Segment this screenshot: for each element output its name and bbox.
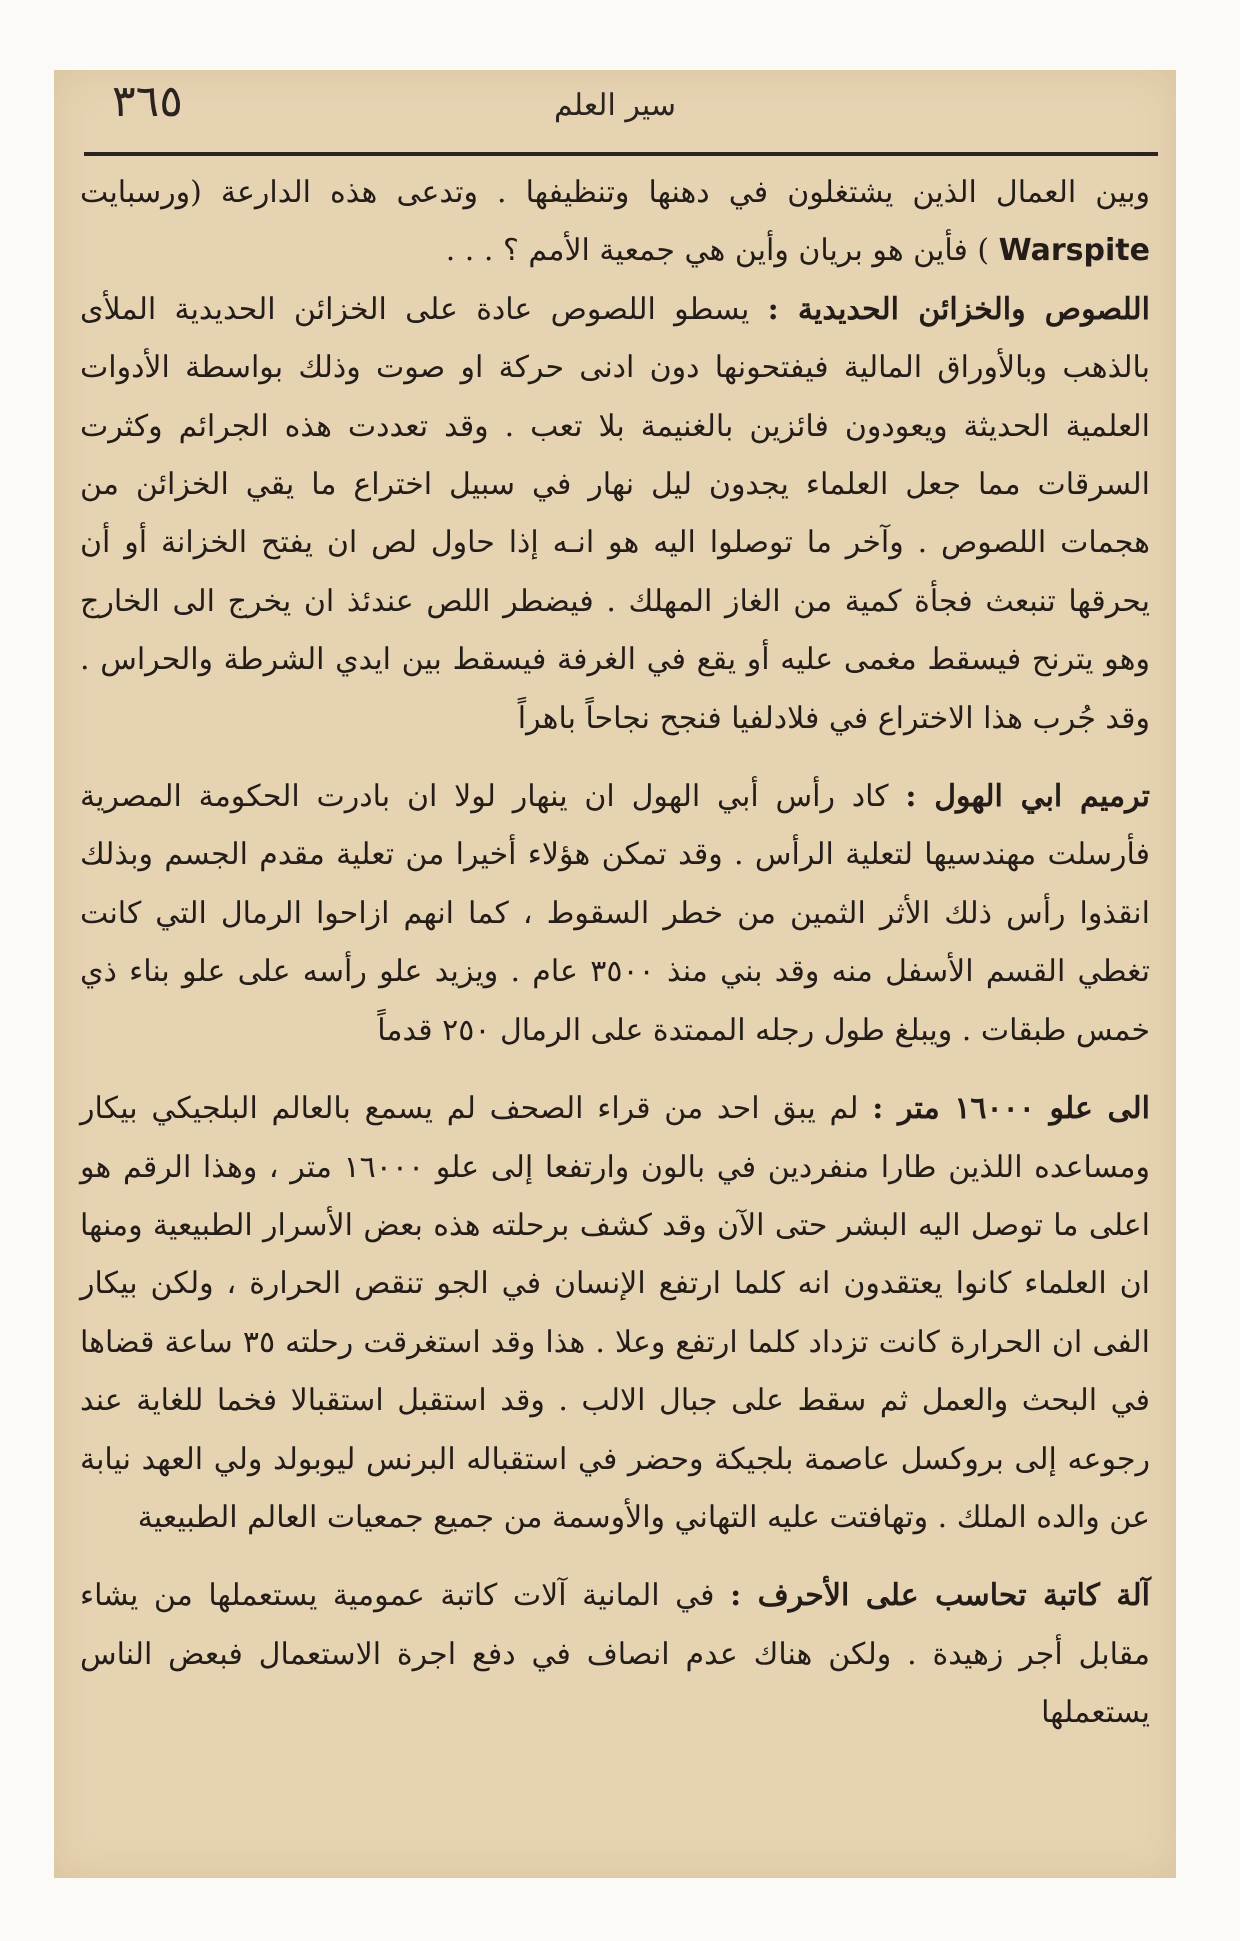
paragraph-thieves-safes <box>80 281 1150 748</box>
paragraph-text: لم يبق احد من قراء الصحف لم يسمع بالعالم البلجيكي بيكار ومساعده اللذين طارا منفردين في بالون وارتفعا إلى علو ١٦٠٠٠ متر ، وهذا الرقم هو اعلى ما توصل اليه البشر حتى الآن وقد كشف برحلته هذه بعض الأسرار الطبيعية ومنها ان العلماء كانوا يعتقدون انه كلما ارتفع الإنسان في الجو تنقص الحرارة ، ولكن بيكار الفى ان الحرارة كانت تزداد كلما ارتفع وعلا . هذا وقد استغرقت رحلته ٣٥ ساعة قضاها في البحث والعمل ثم سقط على جبال الالب . وقد استقبل استقبالا فخما للغاية عند رجوعه إلى بروكسل عاصمة بلجيكة وحضر في استقباله البرنس ليوبولد ولي العهد نيابة عن والده الملك . وتهافتت عليه التهاني والأوسمة من جميع جمعيات العالم الطبيعية <box>80 1091 1150 1535</box>
paragraph-balloon-altitude <box>80 1080 1150 1547</box>
header-rule <box>84 152 1158 156</box>
paragraph-intro <box>80 164 1150 281</box>
paragraph-text: وبين العمال الذين يشتغلون في دهنها وتنظيفها . وتدعى هذه الدارعة (ورسبايت Warspite ) فأين هو بريان وأين هي جمعية الأمم ؟ . . . <box>80 175 1150 269</box>
page-number: ٣٦٥ <box>112 76 183 127</box>
running-title: سير العلم <box>553 88 677 123</box>
section-heading: الى علو ١٦٠٠٠ متر : <box>872 1091 1150 1127</box>
section-heading: آلة كاتبة تحاسب على الأحرف : <box>730 1578 1150 1614</box>
paragraph-text: يسطو اللصوص عادة على الخزائن الحديدية الملأى بالذهب وبالأوراق المالية فيفتحونها دون ادنى حركة او صوت وذلك بواسطة الأدوات العلمية الحديثة ويعودون فائزين بالغنيمة بلا تعب . وقد تعددت هذه الجرائم وكثرت السرقات مما جعل العلماء يجدون ليل نهار في سبيل اختراع ما يقي الخزائن من هجمات اللصوص . وآخر ما توصلوا اليه هو انـه إذا حاول لص ان يفتح الخزانة أو أن يحرقها تنبعث فجأة كمية من الغاز المهلك . فيضطر اللص عندئذ ان يخرج الى الخارج وهو يترنح فيسقط مغمى عليه أو يقع في الغرفة فيسقط بين ايدي الشرطة والحراس . وقد جُرب هذا الاختراع في فلادلفيا فنجح نجاحاً باهراً <box>80 291 1150 736</box>
scanned-page <box>54 70 1176 1878</box>
paragraph-sphinx-restoration <box>80 768 1150 1060</box>
paragraph-text: في المانية آلات كاتبة عمومية يستعملها من يشاء مقابل أجر زهيدة . ولكن هناك عدم انصاف في دفع اجرة الاستعمال فبعض الناس يستعملها <box>80 1578 1150 1731</box>
page-header <box>54 70 1176 152</box>
section-heading: ترميم ابي الهول : <box>905 779 1150 815</box>
latin-word: Warspite <box>998 233 1150 269</box>
section-heading: اللصوص والخزائن الحديدية : <box>767 291 1150 327</box>
article-body <box>80 164 1150 1763</box>
paragraph-text: كاد رأس أبي الهول ان ينهار لولا ان بادرت الحكومة المصرية فأرسلت مهندسيها لتعلية الرأس . وقد تمكن هؤلاء أخيرا من تعلية مقدم الجسم وبذلك انقذوا رأس ذلك الأثر الثمين من خطر السقوط ، كما انهم ازاحوا الرمال التي كانت تغطي القسم الأسفل منه وقد بني منذ ٣٥٠٠ عام . ويزيد علو رأسه على علو بناء ذي خمس طبقات . ويبلغ طول رجله الممتدة على الرمال ٢٥٠ قدماً <box>80 779 1150 1048</box>
paragraph-typewriter <box>80 1567 1150 1742</box>
